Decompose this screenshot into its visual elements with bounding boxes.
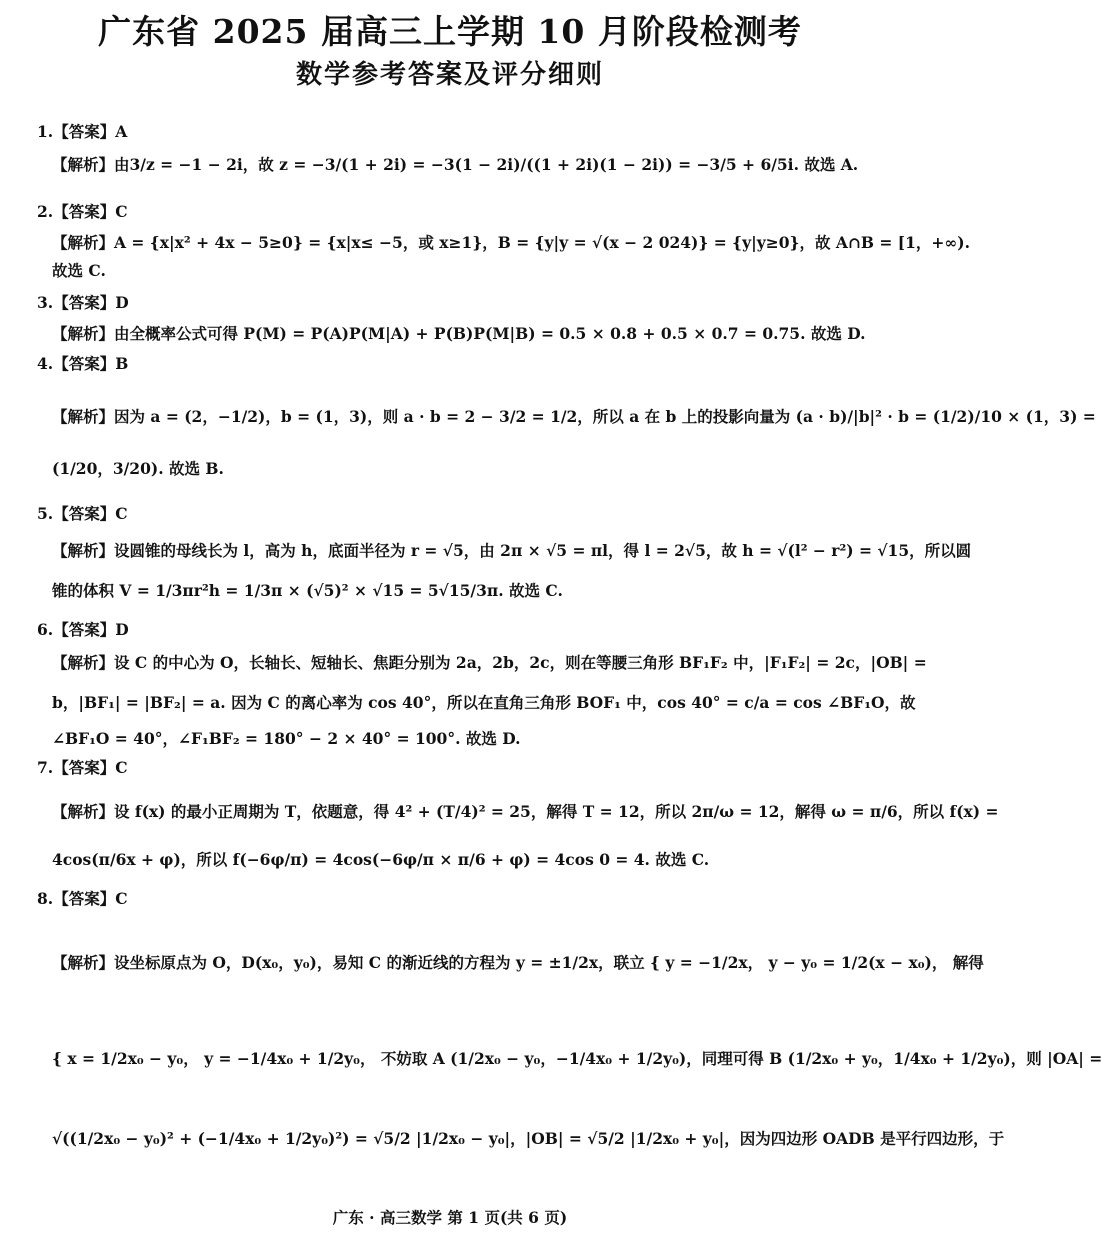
question-5-answer: 5.【答案】C — [37, 504, 128, 523]
question-5-analysis-line-2: 锥的体积 V = 1/3πr²h = 1/3π × (√5)² × √15 = 5√15/3π. 故选 C. — [52, 581, 563, 600]
question-6-analysis-line-2: b，|BF₁| = |BF₂| = a. 因为 C 的离心率为 cos 40°，所以在直角三角形 BOF₁ 中，cos 40° = c/a = cos ∠BF₁O，故 — [52, 693, 916, 712]
question-2-answer: 2.【答案】C — [37, 202, 128, 221]
page-title: 广东省 2025 届高三上学期 10 月阶段检测考 — [98, 12, 802, 51]
question-4-answer: 4.【答案】B — [37, 354, 129, 373]
question-5-analysis-line-1: 【解析】设圆锥的母线长为 l，高为 h，底面半径为 r = √5，由 2π × √5 = πl，得 l = 2√5，故 h = √(l² − r²) = √15，所以圆 — [52, 541, 972, 560]
question-3-answer: 3.【答案】D — [37, 293, 129, 312]
question-7-answer: 7.【答案】C — [37, 758, 128, 777]
page-footer: 广东 · 高三数学 第 1 页(共 6 页) — [332, 1208, 568, 1227]
question-2-analysis-line-2: 故选 C. — [52, 261, 106, 280]
page-subtitle: 数学参考答案及评分细则 — [295, 60, 604, 90]
question-4-analysis-line-2: (1/20，3/20). 故选 B. — [52, 459, 224, 478]
question-1-answer: 1.【答案】A — [37, 122, 128, 141]
question-3-analysis: 【解析】由全概率公式可得 P(M) = P(A)P(M|A) + P(B)P(M|B) = 0.5 × 0.8 + 0.5 × 0.7 = 0.75. 故选 D. — [52, 324, 866, 343]
question-7-analysis-line-2: 4cos(π/6x + φ)，所以 f(−6φ/π) = 4cos(−6φ/π × π/6 + φ) = 4cos 0 = 4. 故选 C. — [52, 850, 710, 869]
question-2-analysis-line-1: 【解析】A = {x|x² + 4x − 5≥0} = {x|x≤ −5，或 x≥1}，B = {y|y = √(x − 2 024)} = {y|y≥0}，故 A∩B = [1，+∞). — [52, 233, 971, 252]
question-8-analysis-line-1: 【解析】设坐标原点为 O，D(x₀，y₀)，易知 C 的渐近线的方程为 y = ±1/2x，联立 { y = −1/2x， y − y₀ = 1/2(x − x₀)， 解得 — [52, 953, 984, 972]
question-8-answer: 8.【答案】C — [37, 889, 128, 908]
question-8-analysis-line-2: { x = 1/2x₀ − y₀， y = −1/4x₀ + 1/2y₀， 不妨取 A (1/2x₀ − y₀，−1/4x₀ + 1/2y₀)，同理可得 B (1/2x₀ + y₀，1/4x₀ + 1/2y₀)，则 |OA| = — [52, 1049, 1102, 1068]
question-6-analysis-line-1: 【解析】设 C 的中心为 O，长轴长、短轴长、焦距分别为 2a，2b，2c，则在等腰三角形 BF₁F₂ 中，|F₁F₂| = 2c，|OB| = — [52, 653, 927, 672]
question-8-analysis-line-3: √((1/2x₀ − y₀)² + (−1/4x₀ + 1/2y₀)²) = √5/2 |1/2x₀ − y₀|，|OB| = √5/2 |1/2x₀ + y₀|，因为四边形 OADB 是平行四边形，于 — [52, 1129, 1005, 1148]
question-6-analysis-line-3: ∠BF₁O = 40°，∠F₁BF₂ = 180° − 2 × 40° = 100°. 故选 D. — [52, 729, 521, 748]
question-1-analysis: 【解析】由3/z = −1 − 2i，故 z = −3/(1 + 2i) = −3(1 − 2i)/((1 + 2i)(1 − 2i)) = −3/5 + 6/5i. 故选 A. — [52, 155, 859, 174]
question-7-analysis-line-1: 【解析】设 f(x) 的最小正周期为 T，依题意，得 4² + (T/4)² = 25，解得 T = 12，所以 2π/ω = 12，解得 ω = π/6，所以 f(x) = — [52, 802, 999, 821]
question-6-answer: 6.【答案】D — [37, 620, 129, 639]
question-4-analysis-line-1: 【解析】因为 a = (2，−1/2)，b = (1，3)，则 a · b = 2 − 3/2 = 1/2，所以 a 在 b 上的投影向量为 (a · b)/|b|² · b = (1/2)/10 × (1，3) = — [52, 407, 1096, 426]
